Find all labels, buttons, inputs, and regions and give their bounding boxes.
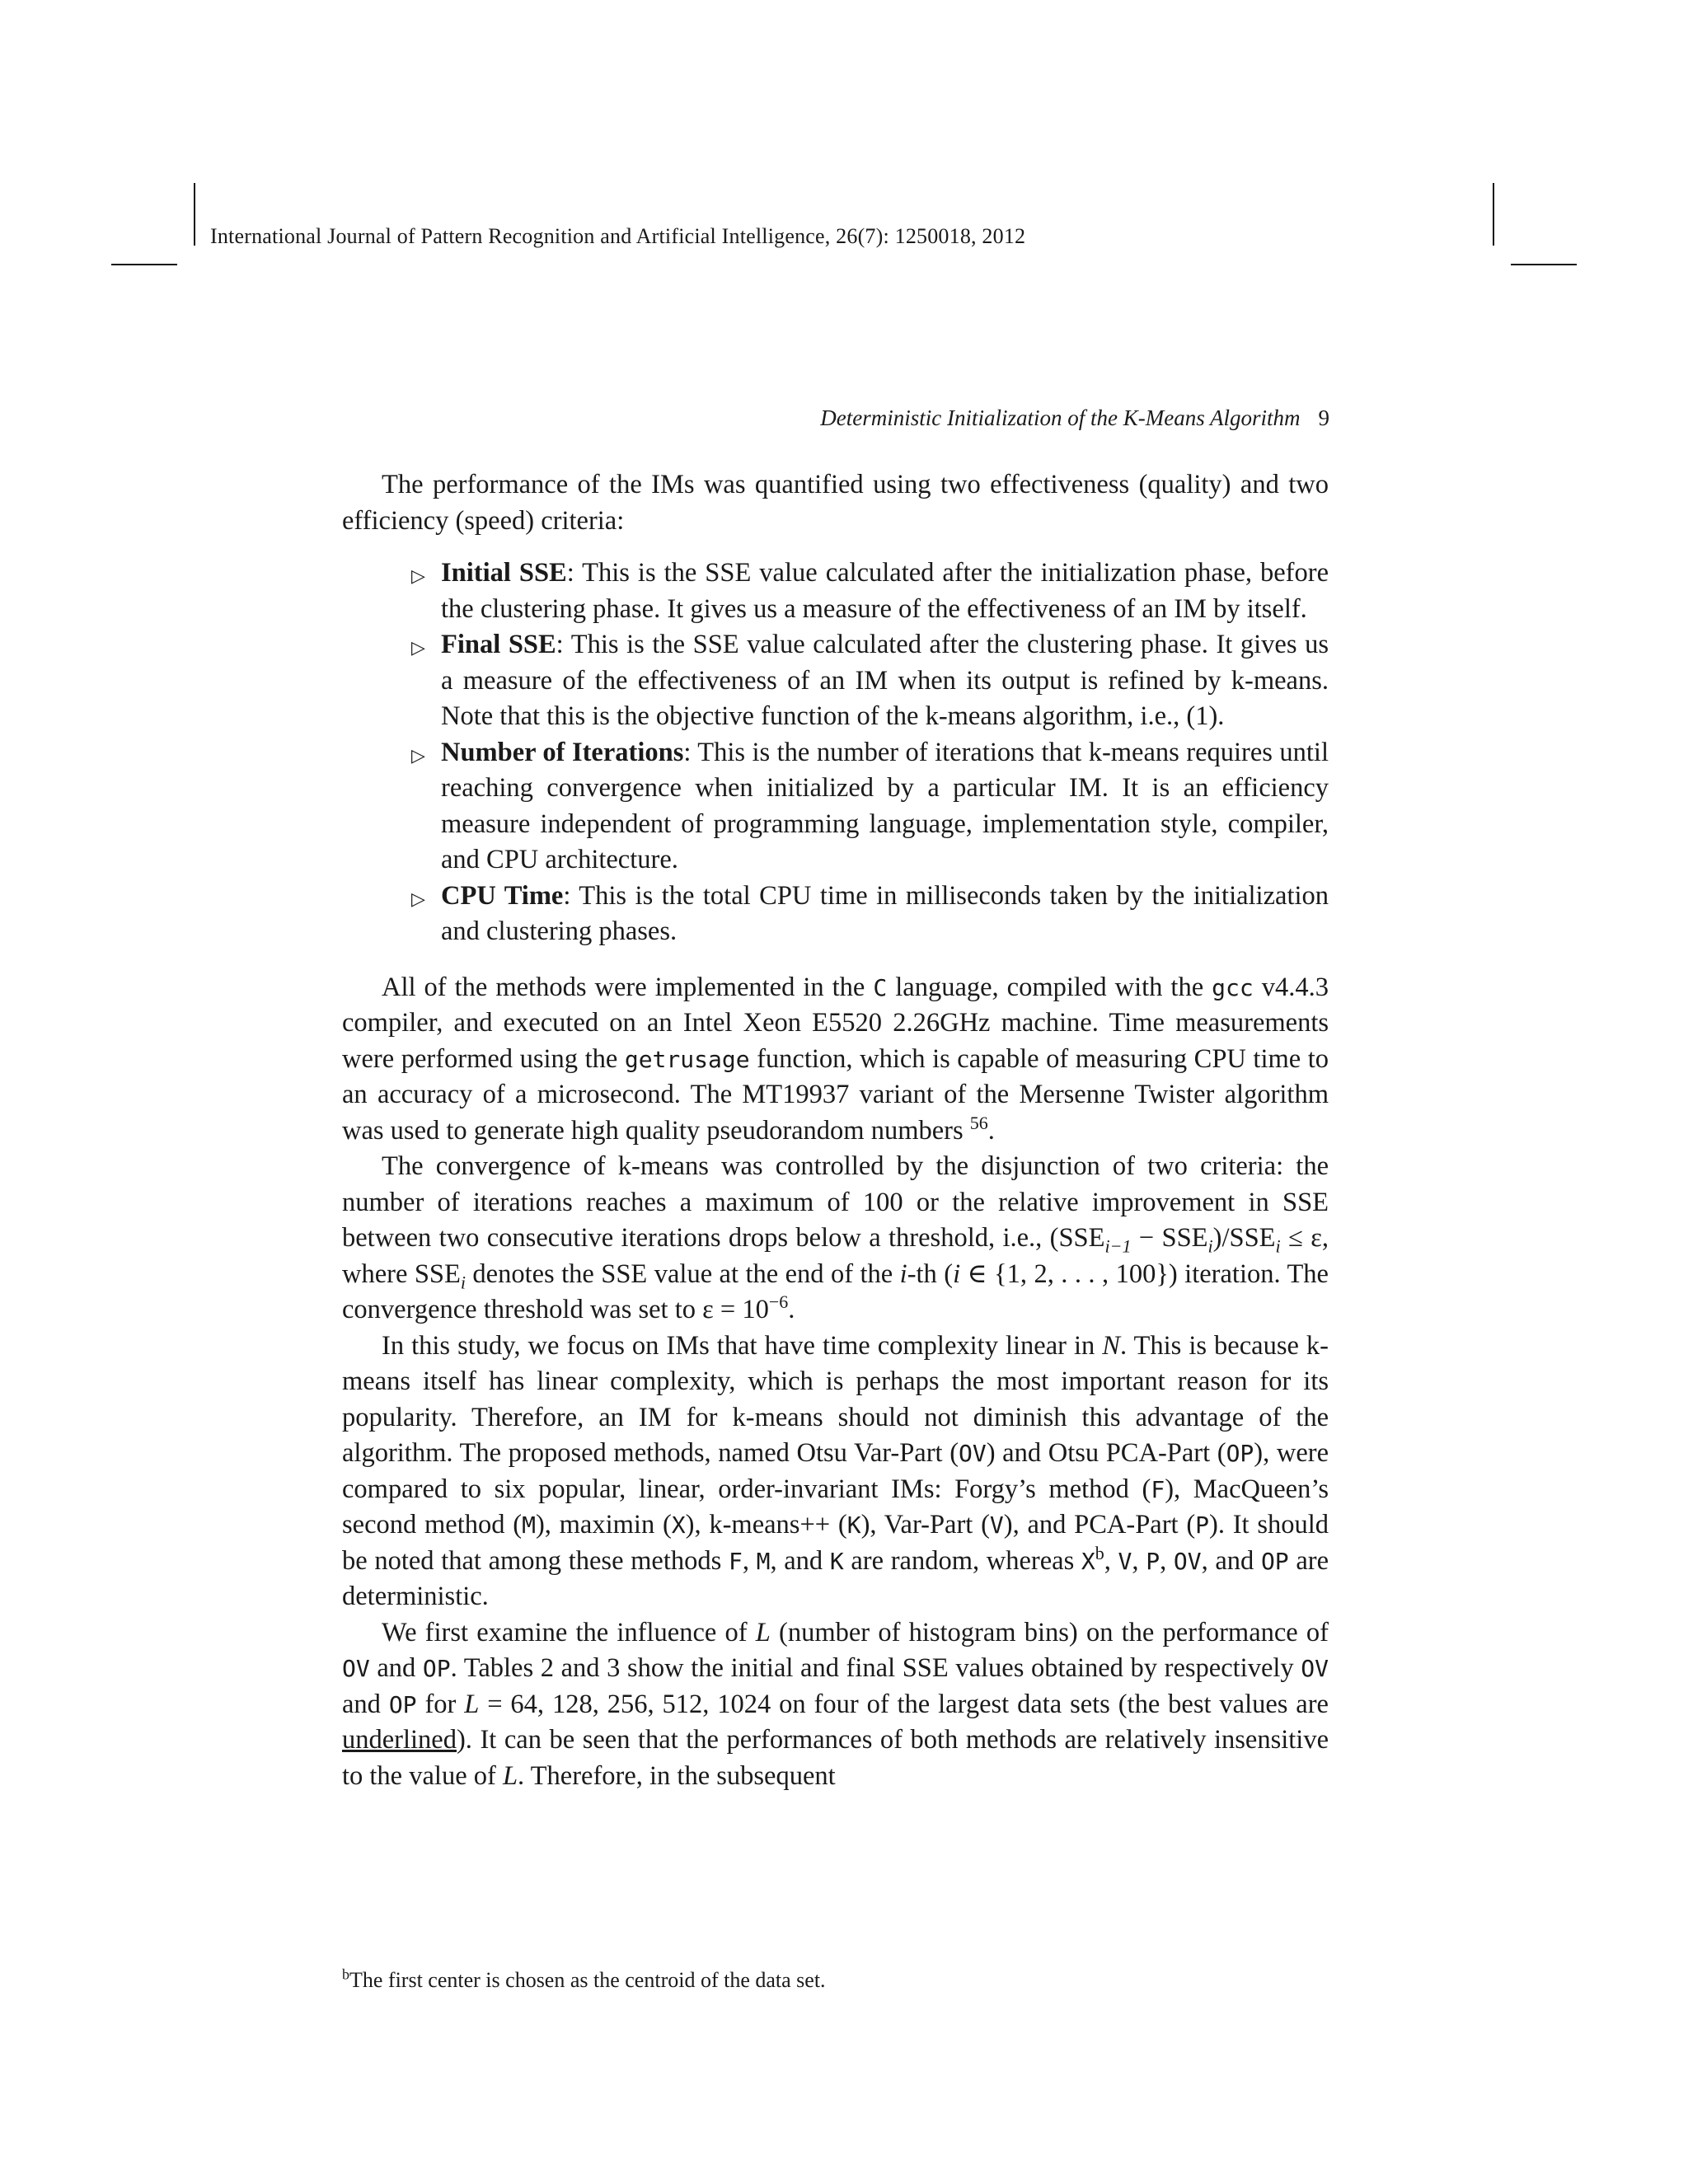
text-run: . <box>987 1115 995 1146</box>
criteria-term: Number of Iterations <box>441 737 684 767</box>
code-ov: OV <box>342 1655 370 1682</box>
code-m: M <box>522 1511 536 1539</box>
text-run: and <box>369 1653 423 1683</box>
criteria-item-iterations <box>411 735 1329 879</box>
text-run: -th ( <box>907 1258 954 1289</box>
criteria-item-final-sse <box>411 627 1329 735</box>
text-run: , and <box>770 1545 830 1576</box>
math-subscript: i−1 <box>1104 1235 1132 1257</box>
text-run: ), Var-Part ( <box>860 1510 990 1540</box>
text-run: , <box>1104 1545 1118 1576</box>
code-gcc: gcc <box>1212 973 1254 1001</box>
math-exponent: −6 <box>768 1291 789 1313</box>
text-run: . Therefore, in the subsequent <box>518 1760 836 1791</box>
triangle-bullet-icon: ▷ <box>411 744 425 766</box>
text-run: , and <box>1201 1545 1261 1576</box>
code-v: V <box>1118 1547 1132 1575</box>
crop-mark-top-right-horizontal <box>1511 264 1577 265</box>
convergence-paragraph <box>342 1149 1329 1329</box>
math-subscript: i <box>1275 1235 1281 1257</box>
text-run: , <box>1132 1545 1146 1576</box>
footnote <box>342 1968 826 1993</box>
footnote-text: The first center is chosen as the centroid of the data set. <box>349 1968 826 1992</box>
journal-citation: International Journal of Pattern Recognition and Artificial Intelligence, 26(7): 1250018, 2012 <box>210 224 1026 248</box>
text-run: and <box>342 1689 389 1719</box>
math-var: L <box>464 1689 480 1719</box>
text-run: We first examine the influence of <box>382 1617 756 1647</box>
running-title: Deterministic Initialization of the K-Means Algorithm <box>820 405 1301 430</box>
text-run: language, compiled with the <box>887 972 1212 1002</box>
math-var: i <box>899 1258 907 1289</box>
criteria-desc: : This is the SSE value calculated after the initialization phase, before the clustering phase. It gives us a measure of the effectiveness of an IM by itself. <box>441 558 1329 624</box>
text-run: ), maximin ( <box>535 1510 672 1540</box>
implementation-paragraph <box>342 970 1329 1150</box>
code-ov: OV <box>1173 1547 1202 1575</box>
criteria-item-initial-sse <box>411 555 1329 627</box>
code-p: P <box>1146 1547 1160 1575</box>
code-m: M <box>756 1547 771 1575</box>
text-run: function, which is capable of measuring CPU time to an accuracy of a microsecond. The MT19937 variant of the Mersenne Twister algorithm was used to generate high quality pseudorandom numbers <box>342 1043 1329 1146</box>
histogram-bins-paragraph <box>342 1615 1329 1795</box>
text-run: , <box>1160 1545 1174 1576</box>
criteria-term: Initial SSE <box>441 558 567 588</box>
crop-mark-top-left-horizontal <box>111 264 177 265</box>
math-subscript: i <box>1207 1235 1213 1257</box>
text-run: = 64, 128, 256, 512, 1024 on four of the largest data sets (the best values are <box>479 1689 1329 1719</box>
math-var: L <box>502 1760 518 1791</box>
text-run: are random, whereas <box>843 1545 1081 1576</box>
code-p: P <box>1195 1511 1209 1539</box>
crop-mark-top-left-vertical <box>194 183 195 246</box>
code-ov: OV <box>1301 1655 1329 1682</box>
code-x: X <box>671 1511 686 1539</box>
criteria-item-cpu-time <box>411 879 1329 950</box>
text-run: denotes the SSE value at the end of the <box>465 1258 900 1289</box>
text-run: . Tables 2 and 3 show the initial and final SSE values obtained by respectively <box>450 1653 1301 1683</box>
code-f: F <box>728 1547 743 1575</box>
math-subscript: i <box>460 1272 466 1292</box>
text-run: ). It can be seen that the performances of both methods are relatively insensitive to the value of <box>342 1725 1329 1791</box>
text-run: ), MacQueen’s second method ( <box>342 1474 1329 1540</box>
code-v: V <box>989 1511 1004 1539</box>
code-k: K <box>829 1547 844 1575</box>
text-run: are deterministic. <box>342 1545 1329 1611</box>
text-run: for <box>416 1689 465 1719</box>
text-run: In this study, we focus on IMs that have time complexity linear in <box>382 1330 1103 1361</box>
text-run: , <box>742 1545 757 1576</box>
text-run: . <box>788 1295 795 1324</box>
text-run: − SSE <box>1131 1223 1208 1253</box>
footnote-mark: b <box>1095 1542 1104 1563</box>
math-var: N <box>1102 1330 1120 1361</box>
crop-mark-top-right-vertical <box>1493 183 1494 246</box>
text-run: All of the methods were implemented in the <box>382 972 874 1002</box>
code-getrusage: getrusage <box>624 1045 750 1073</box>
text-run: ), and PCA-Part ( <box>1003 1510 1196 1540</box>
criteria-term: Final SSE <box>441 630 556 659</box>
criteria-desc: : This is the total CPU time in milliseconds taken by the initialization and clustering phases. <box>441 880 1329 946</box>
math-var: i <box>953 1258 961 1289</box>
text-run: )/SSE <box>1212 1223 1276 1253</box>
body-text <box>342 467 1329 1794</box>
text-run: . This is because k-means itself has linear complexity, which is perhaps the most important reason for its popularity. Therefore, an IM for k-means should not diminish this advantage of the algorithm. The proposed methods, named Otsu Var-Part ( <box>342 1330 1329 1468</box>
text-run: ), k-means++ ( <box>685 1510 847 1540</box>
page-number: 9 <box>1318 405 1329 430</box>
code-x: X <box>1081 1547 1095 1575</box>
text-run: (number of histogram bins) on the performance of <box>770 1617 1329 1647</box>
criteria-desc: : This is the SSE value calculated after the clustering phase. It gives us a measure of the effectiveness of an IM when its output is refined by k-means. Note that this is the objective function of the k-means algorithm, i.e., (1). <box>441 630 1329 731</box>
triangle-bullet-icon: ▷ <box>411 637 425 658</box>
criteria-list <box>342 555 1329 950</box>
study-paragraph <box>342 1329 1329 1615</box>
code-op: OP <box>1260 1547 1289 1575</box>
footnote-mark: b <box>342 1966 349 1983</box>
code-op: OP <box>1226 1440 1254 1467</box>
criteria-term: CPU Time <box>441 880 564 911</box>
code-k: K <box>846 1511 861 1539</box>
text-run: v4.4.3 compiler, and executed on an Intel Xeon E5520 2.26GHz machine. Time measurements were performed using the <box>342 972 1329 1074</box>
citation-ref: 56 <box>969 1112 988 1133</box>
code-ov: OV <box>959 1440 987 1467</box>
triangle-bullet-icon: ▷ <box>411 888 425 909</box>
underlined-word: underlined <box>342 1725 457 1755</box>
text-run: The convergence of k-means was controlled by the disjunction of two criteria: the number of iterations reaches a maximum of 100 or the relative improvement in SSE between two consecutive iterations drops below a threshold, i.e., (SSE <box>342 1151 1329 1253</box>
text-run: ∈ {1, 2, . . . , 100}) iteration. The convergence threshold was set to ε = 10 <box>342 1258 1329 1324</box>
triangle-bullet-icon: ▷ <box>411 565 425 586</box>
code-op: OP <box>422 1655 451 1682</box>
code-c: C <box>873 973 888 1001</box>
intro-paragraph: The performance of the IMs was quantified using two effectiveness (quality) and two efficiency (speed) criteria: <box>342 470 1329 536</box>
code-op: OP <box>388 1690 417 1718</box>
text-run: ). It should be noted that among these methods <box>342 1510 1329 1576</box>
running-head <box>820 405 1329 431</box>
text-run: ) and Otsu PCA-Part ( <box>986 1438 1226 1468</box>
criteria-desc: : This is the number of iterations that k-means requires until reaching convergence when initialized by a particular IM. It is an efficiency measure independent of programming language, implementation style, compiler, and CPU architecture. <box>441 737 1329 874</box>
math-var: L <box>755 1617 771 1647</box>
text-run: ), were compared to six popular, linear, order-invariant IMs: Forgy’s method ( <box>342 1438 1329 1504</box>
text-run: ≤ ε, where SSE <box>342 1223 1329 1289</box>
code-f: F <box>1151 1475 1165 1503</box>
